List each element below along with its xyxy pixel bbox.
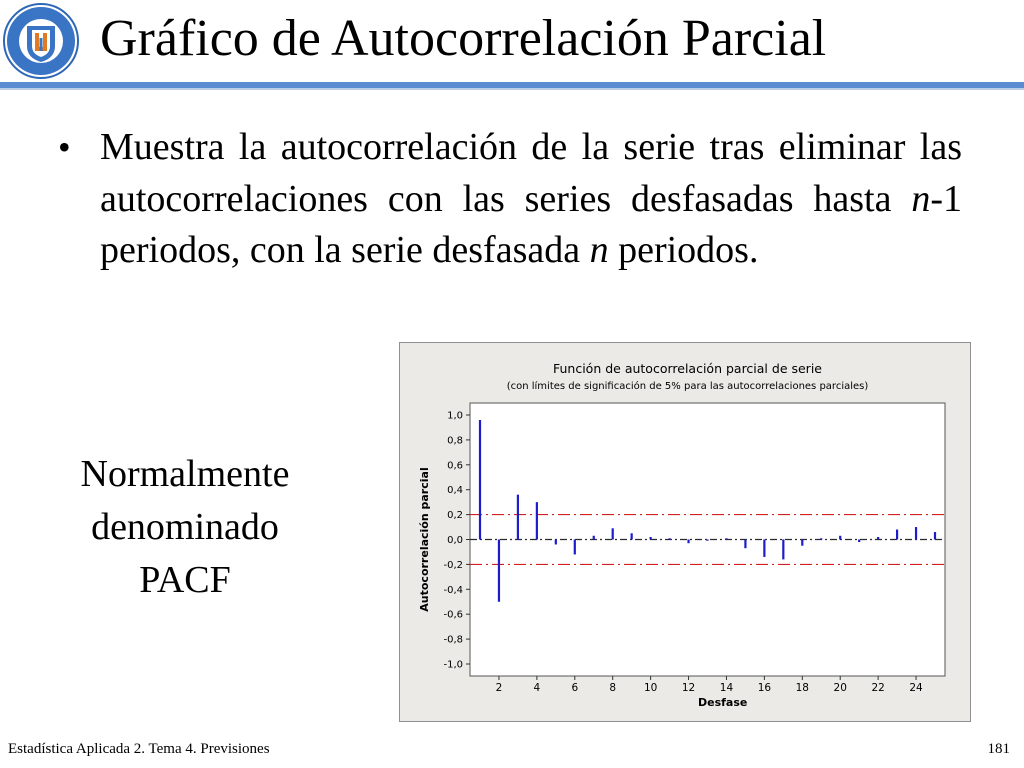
x-tick-label: 6 <box>571 682 579 694</box>
side-note <box>40 448 330 607</box>
chart-subtitle: (con límites de significación de 5% para las autocorrelaciones parciales) <box>506 381 869 392</box>
y-tick-label: 0,8 <box>447 435 463 447</box>
title-divider-shadow <box>0 88 1024 90</box>
x-tick-label: 18 <box>795 682 809 694</box>
x-tick-label: 8 <box>609 682 617 694</box>
bullet-text <box>100 122 962 277</box>
side-note-line: denominado <box>91 506 279 548</box>
y-tick-label: 0,6 <box>447 460 463 472</box>
pacf-chart <box>399 342 971 722</box>
x-axis-label: Desfase <box>697 696 748 709</box>
side-note-line: Normalmente <box>80 453 290 495</box>
slide-title: Gráfico de Autocorrelación Parcial <box>100 10 827 67</box>
x-tick-label: 16 <box>757 682 772 694</box>
y-tick-label: -0,6 <box>443 609 463 621</box>
side-note-line: PACF <box>139 559 231 601</box>
x-tick-label: 12 <box>681 682 696 694</box>
x-tick-label: 14 <box>719 682 734 694</box>
x-tick-label: 24 <box>909 682 923 694</box>
bullet-variable-n: n <box>911 177 931 220</box>
bullet-text-part: periodos. <box>608 229 759 271</box>
x-tick-label: 22 <box>871 682 885 694</box>
y-tick-label: 0,2 <box>447 510 463 522</box>
bullet-text-part: -1 periodos, con la serie desfasada <box>100 177 962 271</box>
bullet-variable-n: n <box>589 229 609 271</box>
x-tick-label: 4 <box>533 682 541 694</box>
bullet-dot-icon: • <box>58 127 71 167</box>
y-tick-label: 0,4 <box>447 485 463 497</box>
x-tick-label: 20 <box>833 682 847 694</box>
y-axis-label: Autocorrelación parcial <box>418 467 431 612</box>
bullet-text-part: Muestra la autocorrelación de la serie tras eliminar las autocorrelaciones con las series desfasadas hasta <box>100 126 962 220</box>
x-tick-label: 2 <box>495 682 503 694</box>
y-tick-label: -0,4 <box>443 584 463 596</box>
y-tick-label: -1,0 <box>443 659 463 671</box>
y-tick-label: -0,8 <box>443 634 463 646</box>
y-tick-label: 1,0 <box>447 410 463 422</box>
university-logo <box>2 2 80 80</box>
x-tick-label: 10 <box>643 682 658 694</box>
page-number: 181 <box>987 741 1010 757</box>
chart-title: Función de autocorrelación parcial de serie <box>552 361 823 376</box>
pacf-chart-svg <box>400 343 972 723</box>
y-tick-label: -0,2 <box>443 559 463 571</box>
y-tick-label: 0,0 <box>447 535 463 546</box>
footer-course: Estadística Aplicada 2. Tema 4. Previsiones <box>8 741 270 757</box>
